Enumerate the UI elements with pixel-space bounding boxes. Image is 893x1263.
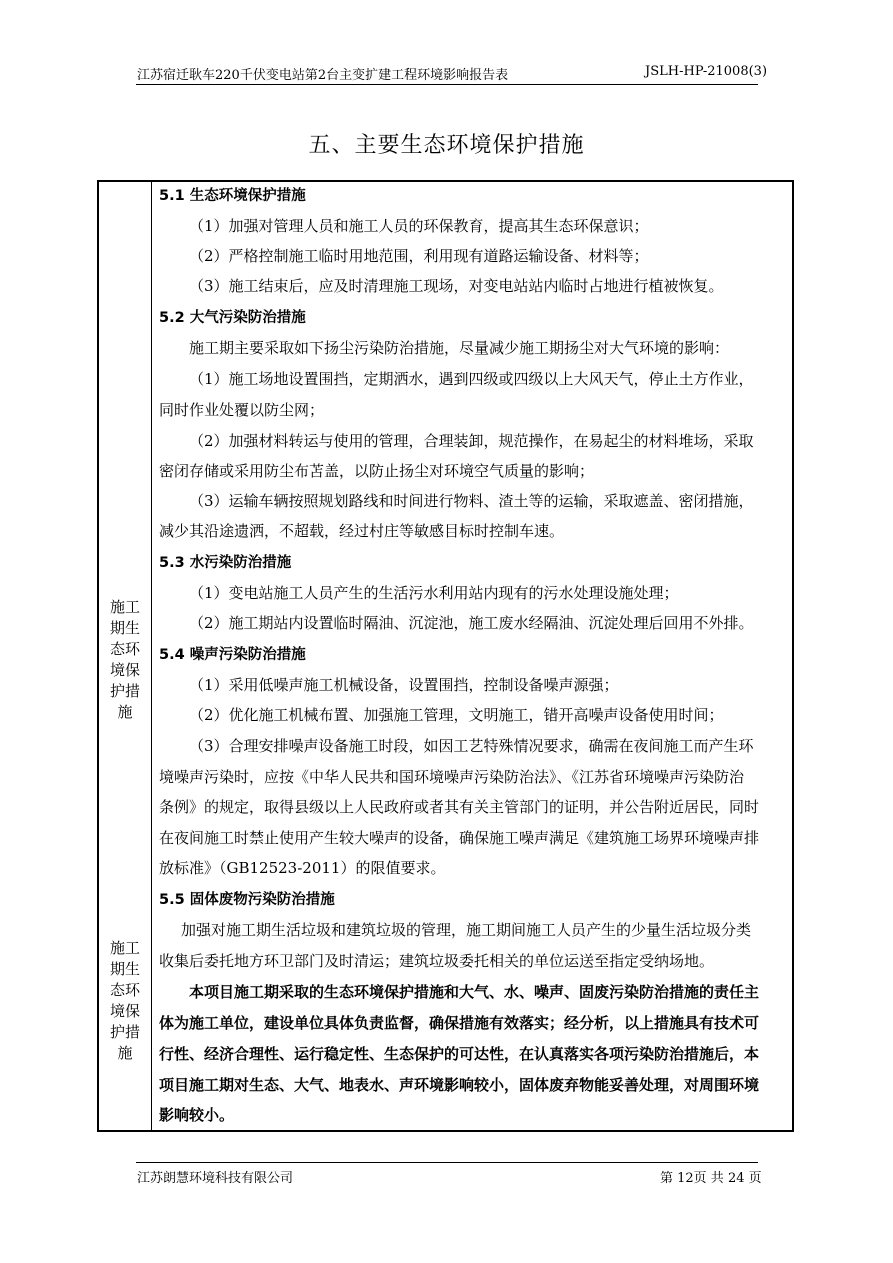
section-heading-5-1: 5.1 生态环境保护措施 [159,188,306,204]
footer-company: 江苏朗慧环境科技有限公司 [137,1171,294,1186]
text-line: （3）运输车辆按照规划路线和时间进行物料、渣土等的运输，采取遮盖、密闭措施， [189,492,754,510]
conclusion-line: 体为施工单位，建设单位具体负责监督，确保措施有效落实；经分析，以上措施具有技术可 [159,1014,760,1032]
conclusion-line: 行性、经济合理性、运行稳定性、生态保护的可达性，在认真落实各项污染防治措施后，本 [159,1045,760,1063]
text-line: 施工期主要采取如下扬尘污染防治措施，尽量减少施工期扬尘对大气环境的影响： [189,339,730,357]
text-line: （2）优化施工机械布置、加强施工管理，文明施工，错开高噪声设备使用时间； [189,706,724,724]
text-line: 在夜间施工时禁止使用产生较大噪声的设备，确保施工噪声满足《建筑施工场界环境噪声排 [159,829,760,847]
side-label-line: 护措 [109,682,140,700]
side-label-line: 期生 [109,619,140,637]
section-heading-5-5: 5.5 固体废物污染防治措施 [159,892,335,908]
page-title: 五、主要生态环境保护措施 [308,133,585,158]
text-line: （3）施工结束后，应及时清理施工现场，对变电站站内临时占地进行植被恢复。 [189,277,724,295]
side-label-lower [99,938,151,1064]
side-label-upper [99,597,151,723]
text-line: （2）严格控制施工临时用地范围，利用现有道路运输设备、材料等； [189,247,649,265]
side-label-line: 护措 [109,1023,140,1041]
footer-rule [136,1162,758,1163]
side-label-line: 期生 [109,960,140,978]
section-heading-5-2: 5.2 大气污染防治措施 [159,310,306,326]
text-line: （2）施工期站内设置临时隔油、沉淀池，施工废水经隔油、沉淀处理后回用不外排。 [189,614,754,632]
side-label-line: 境保 [109,661,140,679]
text-line: 加强对施工期生活垃圾和建筑垃圾的管理，施工期间施工人员产生的少量生活垃圾分类 [181,921,752,939]
text-line: 同时作业处覆以防尘网； [159,401,325,419]
text-line: （1）施工场地设置围挡，定期洒水，遇到四级或四级以上大风天气，停止土方作业， [189,370,754,388]
conclusion-line: 本项目施工期采取的生态环境保护措施和大气、水、噪声、固废污染防治措施的责任主 [189,983,760,1001]
section-heading-5-4: 5.4 噪声污染防治措施 [159,647,306,663]
side-label-line: 施工 [109,598,140,616]
text-line: 境噪声污染时，应按《中华人民共和国环境噪声污染防治法》、《江苏省环境噪声污染防治 [159,768,745,786]
text-line: （1）变电站施工人员产生的生活污水利用站内现有的污水处理设施处理； [189,584,679,602]
header-rule [136,84,758,85]
text-line: 收集后委托地方环卫部门及时清运；建筑垃圾委托相关的单位运送至指定受纳场地。 [159,952,715,970]
text-line: （1）加强对管理人员和施工人员的环保教育，提高其生态环保意识； [189,217,649,235]
text-line: 密闭存储或采用防尘布苫盖，以防止扬尘对环境空气质量的影响； [159,462,595,480]
side-label-line: 态环 [109,981,140,999]
side-label-line: 境保 [109,1002,140,1020]
document-code: JSLH-HP-21008(3) [645,64,768,79]
header-title: 江苏宿迁耿车220千伏变电站第2台主变扩建工程环境影响报告表 [137,68,509,83]
footer-page-number: 第 12页 共 24 页 [660,1171,762,1186]
conclusion-line: 项目施工期对生态、大气、地表水、声环境影响较小，固体废弃物能妥善处理，对周围环境 [159,1076,760,1094]
text-line: 条例》的规定，取得县级以上人民政府或者其有关主管部门的证明，并公告附近居民，同时 [159,798,760,816]
section-heading-5-3: 5.3 水污染防治措施 [159,555,292,571]
text-line: 减少其沿途遗洒，不超载，经过村庄等敏感目标时控制车速。 [159,522,565,540]
measures-table [97,180,794,1132]
side-label-line: 态环 [109,640,140,658]
text-line: （2）加强材料转运与使用的管理，合理装卸，规范操作，在易起尘的材料堆场，采取 [189,432,754,450]
side-label-line: 施 [117,703,133,721]
conclusion-line: 影响较小。 [159,1106,235,1124]
text-line: 放标准》（GB12523-2011）的限值要求。 [159,859,446,877]
text-line: （1）采用低噪声施工机械设备，设置围挡，控制设备噪声源强； [189,676,619,694]
side-label-line: 施 [117,1044,133,1062]
text-line: （3）合理安排噪声设备施工时段，如因工艺特殊情况要求，确需在夜间施工而产生环 [189,737,754,755]
column-divider [151,182,152,1130]
side-label-line: 施工 [109,939,140,957]
